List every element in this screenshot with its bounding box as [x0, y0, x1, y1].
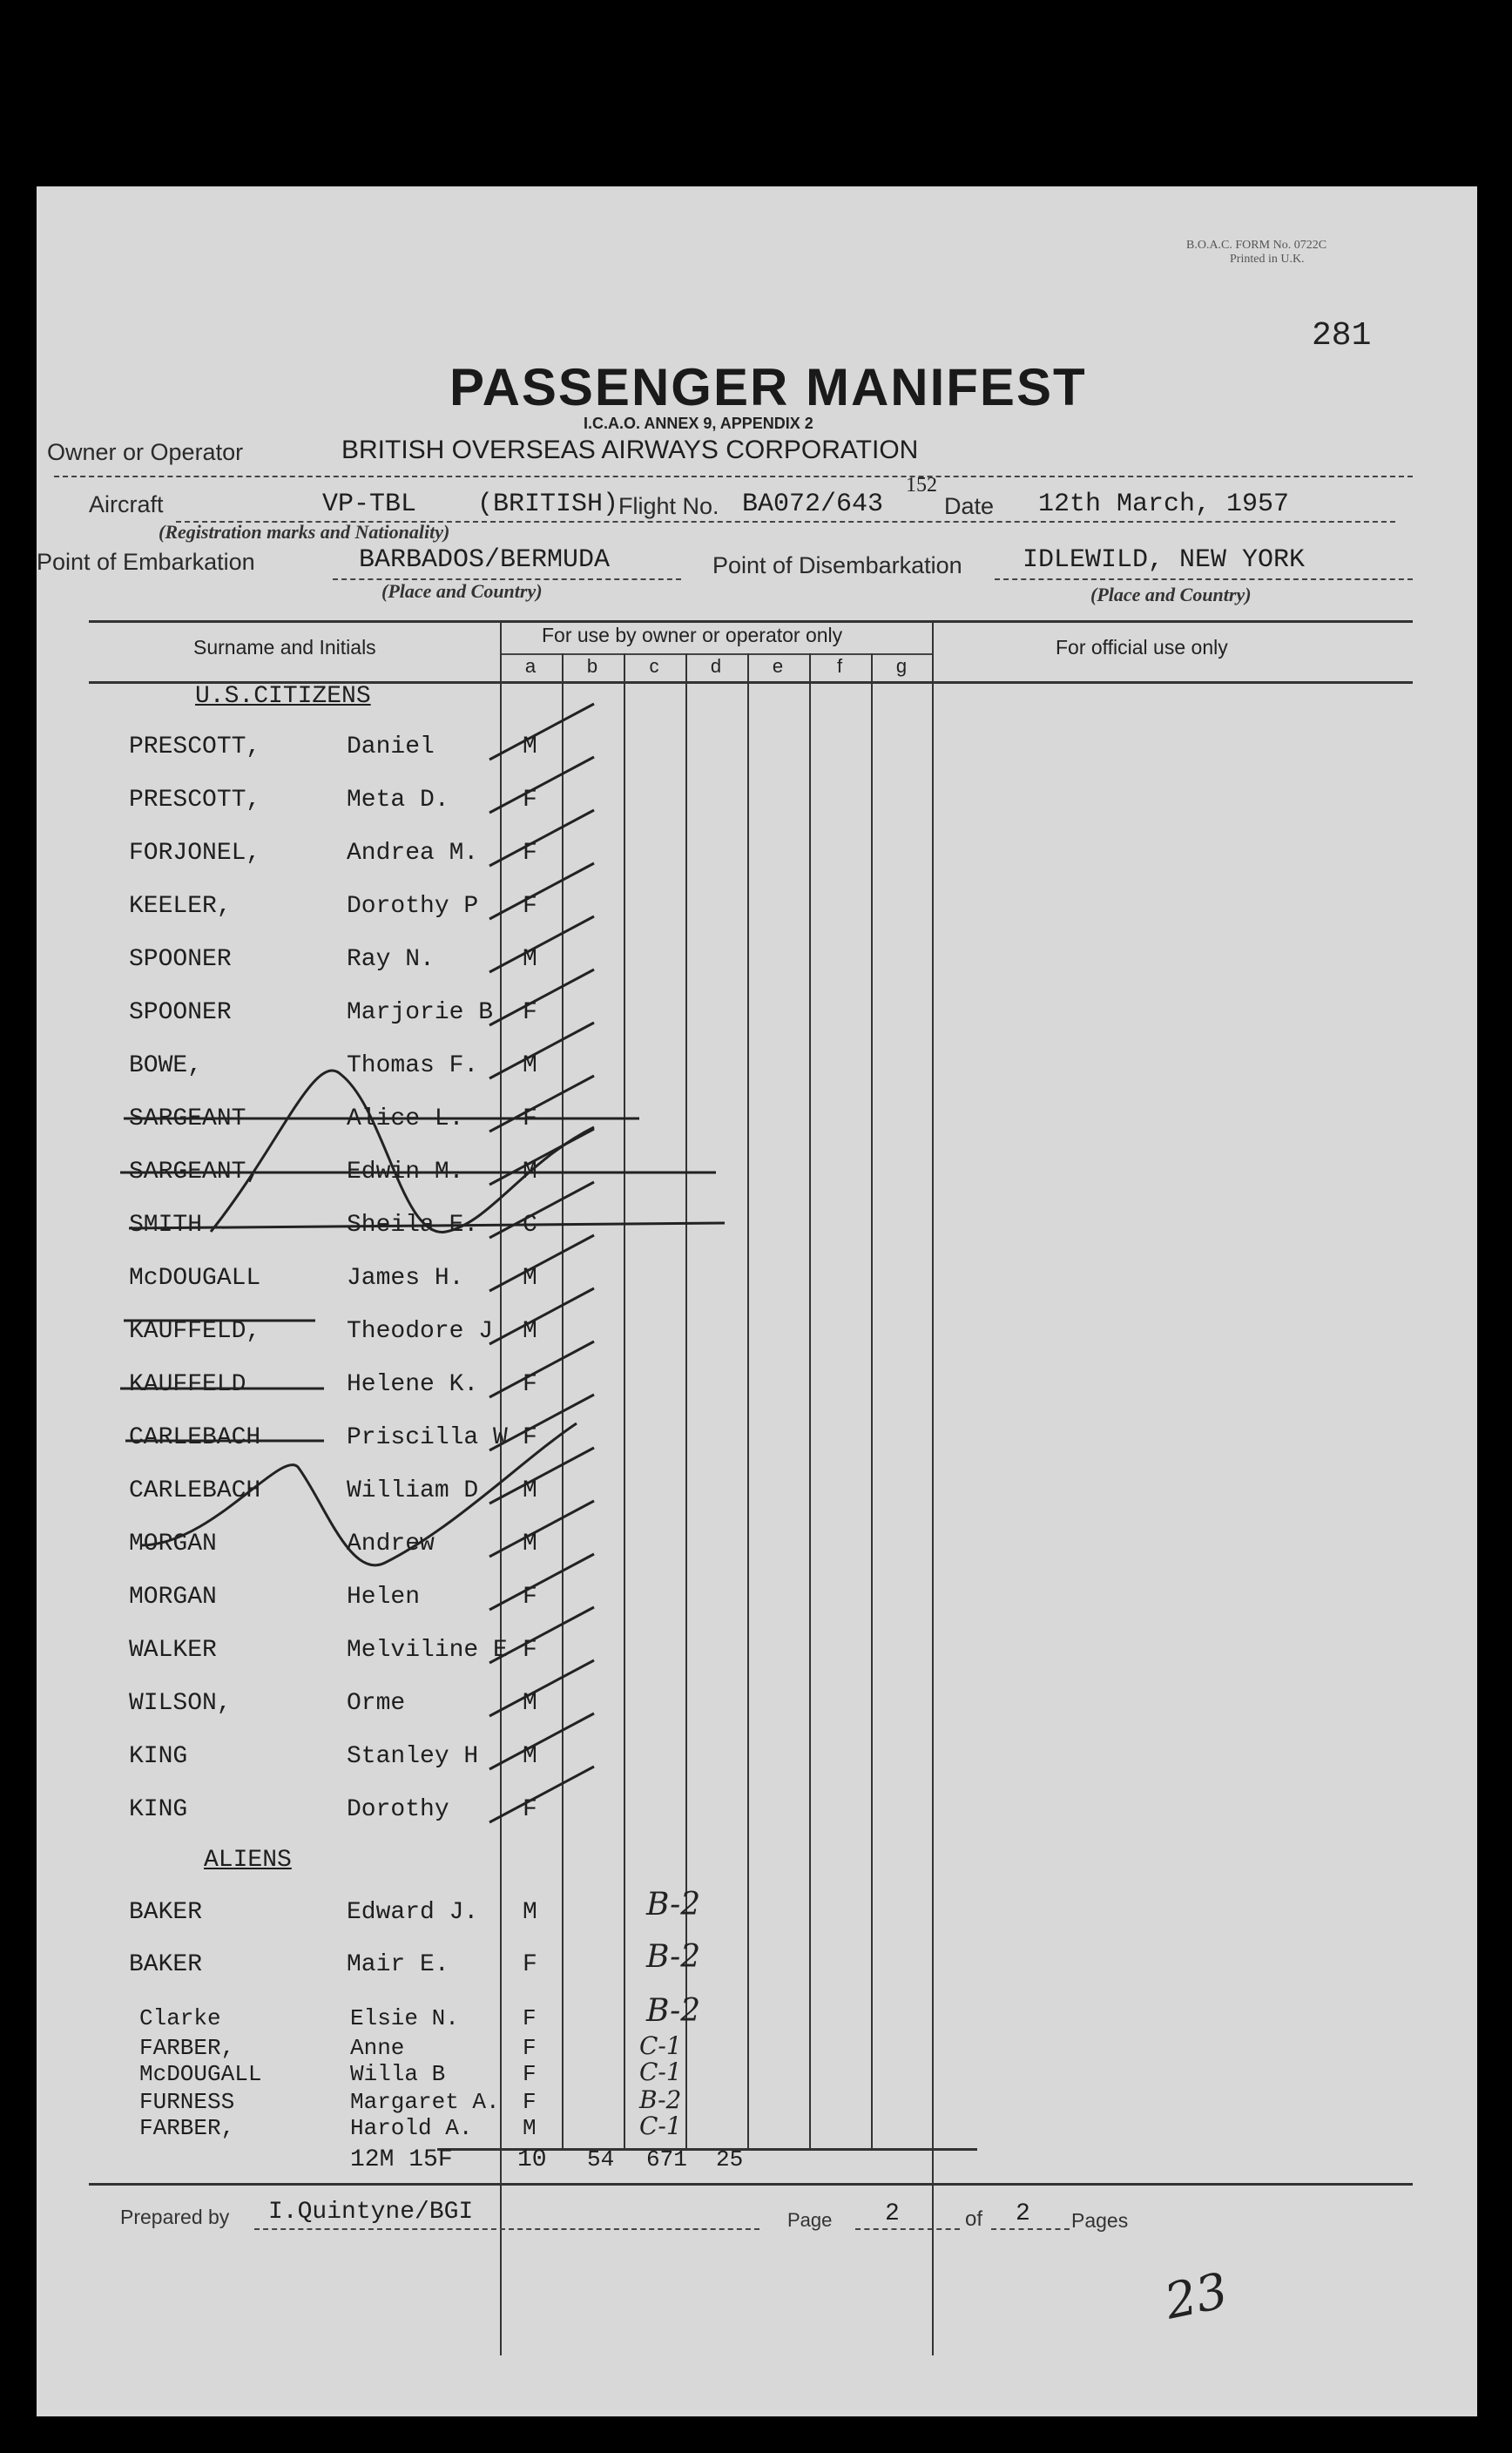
- passenger-given-name: Andrew: [347, 1531, 435, 1558]
- total-b: 54: [587, 2146, 615, 2173]
- passenger-sex: F: [523, 2089, 537, 2115]
- passenger-surname: KING: [129, 1796, 188, 1823]
- disembark-value: IDLEWILD, NEW YORK: [1023, 545, 1306, 575]
- sub-column-g: g: [895, 655, 908, 677]
- passenger-given-name: Thomas F.: [347, 1052, 479, 1079]
- passenger-sex: M: [523, 1690, 537, 1717]
- passenger-surname: MORGAN: [129, 1531, 217, 1558]
- passenger-given-name: Sheila E.: [347, 1212, 479, 1239]
- passenger-sex: M: [523, 1052, 537, 1079]
- passenger-surname: PRESCOTT,: [129, 733, 261, 760]
- visa-class-mark: B-2: [639, 2085, 682, 2114]
- aliens-heading: ALIENS: [204, 1847, 292, 1874]
- flight-label: Flight No.: [618, 493, 719, 519]
- embark-sublabel: (Place and Country): [381, 580, 543, 602]
- form-id: B.O.A.C. FORM No. 0722C: [1186, 239, 1327, 252]
- passenger-sex: F: [523, 1584, 537, 1611]
- totals-label: 12M 15F: [350, 2146, 453, 2173]
- check-mark: [489, 863, 594, 919]
- sub-column-b: b: [586, 655, 598, 677]
- passenger-sex: F: [523, 1371, 537, 1398]
- passenger-surname: McDOUGALL: [129, 1265, 261, 1292]
- passenger-given-name: Margaret A.: [350, 2089, 500, 2115]
- passenger-surname: WILSON,: [129, 1690, 232, 1717]
- check-mark: [489, 1660, 594, 1716]
- passenger-sex: F: [523, 2005, 537, 2031]
- total-a: 10: [517, 2146, 547, 2173]
- passenger-sex: M: [523, 1743, 537, 1770]
- passenger-sex: M: [523, 2115, 537, 2141]
- visa-class-mark: C-1: [639, 2112, 682, 2140]
- passenger-given-name: Mair E.: [347, 1951, 449, 1978]
- aircraft-label: Aircraft: [89, 491, 164, 517]
- visa-class-mark: B-2: [646, 1887, 701, 1923]
- page-value: 2: [885, 2200, 900, 2227]
- passenger-given-name: Edwin M.: [347, 1159, 464, 1186]
- passenger-given-name: Harold A.: [350, 2115, 473, 2141]
- passenger-surname: WALKER: [129, 1637, 217, 1664]
- check-mark: [489, 1448, 594, 1504]
- passenger-sex: M: [523, 1477, 537, 1504]
- passenger-sex: F: [523, 1105, 537, 1132]
- passenger-given-name: Marjorie B: [347, 999, 494, 1026]
- passenger-sex: C: [523, 1212, 537, 1239]
- passenger-given-name: Ray N.: [347, 946, 435, 973]
- passenger-given-name: Melviline E: [347, 1637, 508, 1664]
- passenger-surname: BOWE,: [129, 1052, 203, 1079]
- check-mark: [489, 704, 594, 760]
- passenger-sex: M: [523, 1531, 537, 1558]
- passenger-surname: SARGEANT,: [129, 1159, 261, 1186]
- passenger-surname: FORJONEL,: [129, 840, 261, 867]
- aircraft-value: VP-TBL: [322, 490, 417, 519]
- check-mark: [489, 1182, 594, 1238]
- aircraft-nationality: (BRITISH): [477, 490, 619, 519]
- owner-value: BRITISH OVERSEAS AIRWAYS CORPORATION: [341, 436, 919, 464]
- passenger-surname: CARLEBACH: [129, 1477, 261, 1504]
- passenger-given-name: Daniel: [347, 733, 435, 760]
- of-value: 2: [1016, 2200, 1030, 2227]
- printed-note: Printed in U.K.: [1230, 253, 1305, 266]
- owner-column-header: For use by owner or operator only: [542, 624, 843, 646]
- names-column-header: Surname and Initials: [193, 636, 376, 659]
- owner-label: Owner or Operator: [47, 439, 244, 465]
- visa-class-mark: C-1: [639, 2031, 682, 2060]
- check-mark: [489, 1023, 594, 1078]
- passenger-given-name: Orme: [347, 1690, 406, 1717]
- visa-class-mark: B-2: [646, 1939, 701, 1975]
- passenger-given-name: Dorothy: [347, 1796, 449, 1823]
- sub-column-e: e: [772, 655, 784, 677]
- visa-class-mark: C-1: [639, 2058, 682, 2086]
- flight-extra: 152: [906, 474, 937, 497]
- pen-marks: [37, 186, 1477, 2416]
- prepared-label: Prepared by: [120, 2206, 230, 2228]
- page-number-stamp: 281: [1312, 317, 1372, 355]
- passenger-sex: F: [523, 840, 537, 867]
- sub-column-d: d: [710, 655, 722, 677]
- aircraft-sublabel: (Registration marks and Nationality): [159, 521, 450, 543]
- passenger-surname: PRESCOTT,: [129, 787, 261, 814]
- passenger-given-name: Helen: [347, 1584, 421, 1611]
- passenger-surname: KAUFFELD: [129, 1371, 246, 1398]
- passenger-sex: F: [523, 787, 537, 814]
- passenger-sex: M: [523, 1899, 537, 1926]
- sub-column-c: c: [649, 655, 659, 677]
- date-value: 12th March, 1957: [1038, 490, 1290, 519]
- total-d: 25: [716, 2146, 744, 2173]
- passenger-given-name: Helene K.: [347, 1371, 479, 1398]
- sub-column-f: f: [836, 655, 843, 677]
- passenger-sex: F: [523, 999, 537, 1026]
- passenger-surname: SMITH: [129, 1212, 203, 1239]
- passenger-given-name: Dorothy P: [347, 893, 479, 920]
- check-mark: [489, 916, 594, 972]
- passenger-surname: BAKER: [129, 1951, 203, 1978]
- passenger-sex: M: [523, 1265, 537, 1292]
- flight-value: BA072/643: [742, 490, 884, 519]
- passenger-surname: FARBER,: [139, 2115, 235, 2141]
- disembark-sublabel: (Place and Country): [1090, 584, 1252, 605]
- check-mark: [489, 1713, 594, 1769]
- check-mark: [489, 1501, 594, 1557]
- handwritten-number: 23: [1160, 2262, 1233, 2331]
- disembark-label: Point of Disembarkation: [712, 552, 962, 578]
- passenger-given-name: Stanley H: [347, 1743, 479, 1770]
- sub-column-a: a: [524, 655, 537, 677]
- check-mark: [489, 1607, 594, 1663]
- page-title: PASSENGER MANIFEST: [449, 358, 1087, 416]
- passenger-given-name: James H.: [347, 1265, 464, 1292]
- passenger-sex: F: [523, 1951, 537, 1978]
- prepared-value: I.Quintyne/BGI: [268, 2199, 474, 2226]
- passenger-sex: F: [523, 1637, 537, 1664]
- passenger-given-name: Elsie N.: [350, 2005, 459, 2031]
- of-label: of: [965, 2207, 983, 2231]
- passenger-sex: F: [523, 2061, 537, 2087]
- embark-value: BARBADOS/BERMUDA: [359, 545, 611, 575]
- passenger-given-name: Meta D.: [347, 787, 449, 814]
- passenger-sex: M: [523, 946, 537, 973]
- embark-label: Point of Embarkation: [37, 549, 255, 575]
- passenger-sex: F: [523, 2035, 537, 2061]
- passenger-surname: Clarke: [139, 2005, 221, 2031]
- passenger-sex: M: [523, 1159, 537, 1186]
- passenger-surname: FARBER,: [139, 2035, 235, 2061]
- passenger-sex: F: [523, 893, 537, 920]
- passenger-surname: SARGEANT: [129, 1105, 246, 1132]
- passenger-given-name: Theodore J: [347, 1318, 494, 1345]
- passenger-given-name: Anne: [350, 2035, 405, 2061]
- passenger-given-name: Willa B: [350, 2061, 446, 2087]
- us-citizens-heading: U.S.CITIZENS: [195, 683, 371, 710]
- passenger-surname: McDOUGALL: [139, 2061, 262, 2087]
- check-mark: [489, 1288, 594, 1344]
- passenger-surname: KAUFFELD,: [129, 1318, 261, 1345]
- manifest-sheet: [37, 186, 1477, 2416]
- passenger-given-name: Andrea M.: [347, 840, 479, 867]
- total-c: 671: [646, 2146, 687, 2173]
- passenger-surname: KING: [129, 1743, 188, 1770]
- check-mark: [489, 1076, 594, 1132]
- passenger-given-name: Priscilla W: [347, 1424, 508, 1451]
- passenger-surname: KEELER,: [129, 893, 232, 920]
- passenger-given-name: Alice L.: [347, 1105, 464, 1132]
- check-mark: [489, 757, 594, 813]
- check-mark: [489, 810, 594, 866]
- passenger-surname: MORGAN: [129, 1584, 217, 1611]
- check-mark: [489, 1395, 594, 1450]
- passenger-sex: M: [523, 1318, 537, 1345]
- visa-class-mark: B-2: [646, 1993, 701, 2029]
- passenger-surname: SPOONER: [129, 999, 232, 1026]
- passenger-surname: FURNESS: [139, 2089, 235, 2115]
- passenger-surname: BAKER: [129, 1899, 203, 1926]
- pages-label: Pages: [1071, 2209, 1129, 2232]
- passenger-surname: CARLEBACH: [129, 1424, 261, 1451]
- check-mark: [489, 1235, 594, 1291]
- official-column-header: For official use only: [1056, 636, 1228, 659]
- check-mark: [489, 1554, 594, 1610]
- page-subtitle: I.C.A.O. ANNEX 9, APPENDIX 2: [584, 415, 813, 432]
- passenger-surname: SPOONER: [129, 946, 232, 973]
- passenger-given-name: William D: [347, 1477, 479, 1504]
- passenger-given-name: Edward J.: [347, 1899, 479, 1926]
- date-label: Date: [944, 493, 995, 519]
- passenger-sex: F: [523, 1424, 537, 1451]
- passenger-sex: M: [523, 733, 537, 760]
- scribble-mark: [211, 1071, 594, 1233]
- check-mark: [489, 1341, 594, 1397]
- page-label: Page: [787, 2209, 833, 2231]
- check-mark: [489, 1767, 594, 1822]
- check-mark: [489, 1129, 594, 1185]
- check-mark: [489, 970, 594, 1025]
- passenger-sex: F: [523, 1796, 537, 1823]
